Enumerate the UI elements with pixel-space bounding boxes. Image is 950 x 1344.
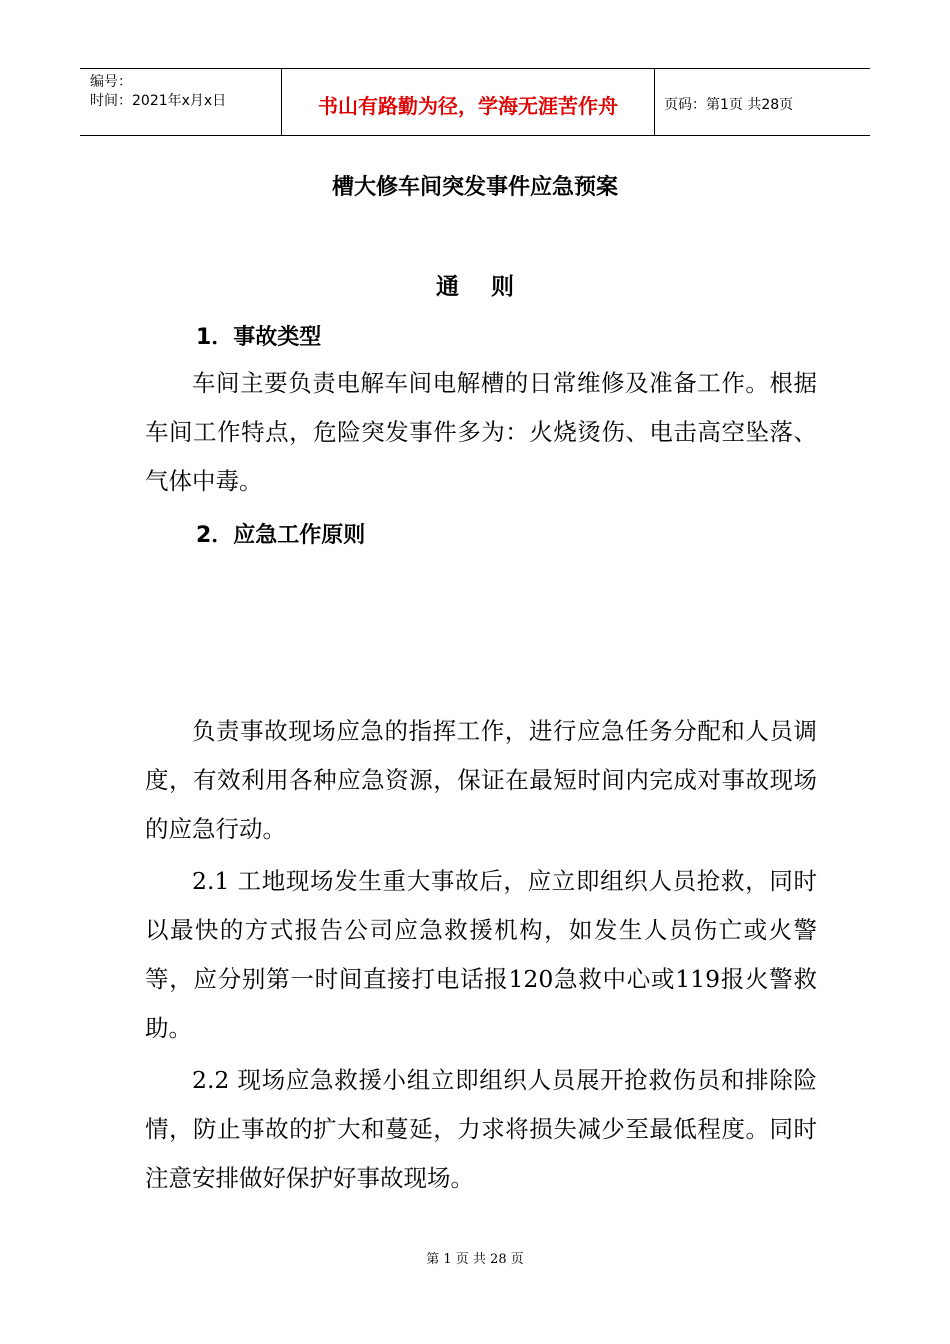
document-header [80,68,870,136]
document-title: 槽大修车间突发事件应急预案 [331,175,618,200]
section-title: 通 则 [435,274,515,300]
heading-emergency-principles: 2．应急工作原则 [196,523,366,548]
document-number-label: 编号： [90,74,132,90]
heading-accident-types: 1．事故类型 [196,325,322,350]
paragraph-2-1: 2.1 工地现场发生重大事故后，应立即组织人员抢救，同时以最快的方式报告公司应急救援机构，如发生人员伤亡或火警等，应分别第一时间直接打电话报120急救中心或119报火警救助。 [145,867,817,1042]
paragraph-2-2: 2.2 现场应急救援小组立即组织人员展开抢救伤员和排除险情，防止事故的扩大和蔓延，力求将损失减少至最低程度。同时注意安排做好保护好事故现场。 [145,1066,817,1192]
paragraph-accident-types: 车间主要负责电解车间电解槽的日常维修及准备工作。根据车间工作特点，危险突发事件多为：火烧烫伤、电击高空坠落、气体中毒。 [145,369,817,495]
header-motto: 书山有路勤为径，学海无涯苦作舟 [282,69,655,135]
header-meta-cell [80,69,282,135]
header-page-info: 页码：第1页 共28页 [664,97,794,113]
paragraph-command-duties: 负责事故现场应急的指挥工作，进行应急任务分配和人员调度，有效利用各种应急资源，保证在最短时间内完成对事故现场的应急行动。 [145,717,817,843]
document-date: 时间：2021年x月x日 [90,93,227,109]
page-footer: 第 1 页 共 28 页 [426,1252,524,1267]
